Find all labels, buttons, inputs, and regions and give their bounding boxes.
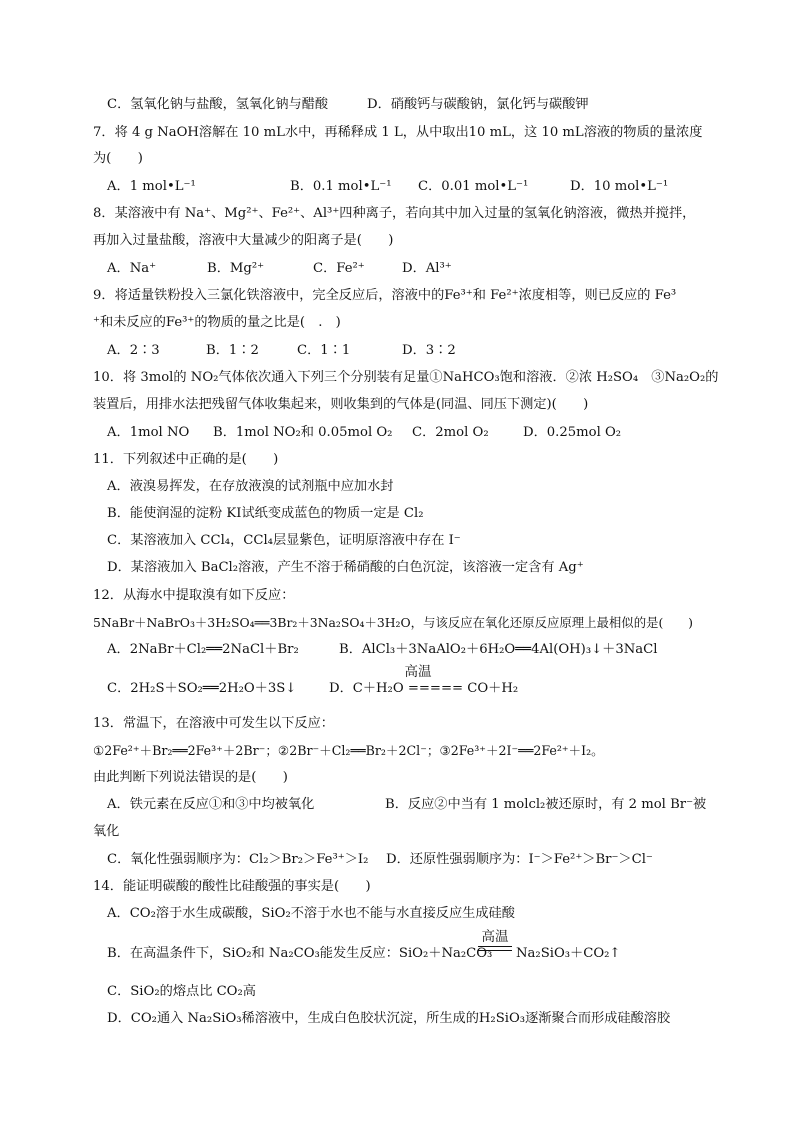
q10-option-c: C．2mol O₂ [412, 425, 489, 440]
q14-option-a: A．CO₂溶于水生成碳酸，SiO₂不溶于水也不能与水直接反应生成硅酸 [107, 906, 515, 921]
q10-option-b: B．1mol NO₂和 0.05mol O₂ [213, 425, 393, 440]
q7-option-a: A．1 mol•L⁻¹ [107, 179, 196, 194]
q11-option-d: D．某溶液加入 BaCl₂溶液，产生不溶于稀硝酸的白色沉淀，该溶液一定含有 Ag⁺ [107, 560, 584, 575]
q13-stem: 13．常温下，在溶液中可发生以下反应： [93, 716, 334, 731]
q9-option-c: C．1∶1 [297, 343, 351, 358]
q6-option-c: C．氢氧化钠与盐酸，氢氧化钠与醋酸 [107, 97, 329, 112]
q8-stem: 8．某溶液中有 Na⁺、Mg²⁺、Fe²⁺、Al³⁺四种离子，若向其中加入过量的氢氧化钠溶液，微热并搅拌， [93, 206, 696, 221]
q14-heat-condition [478, 929, 512, 951]
q8-option-d: D．Al³⁺ [402, 261, 452, 276]
q7-stem: 7．将 4 g NaOH溶解在 10 mL水中，再稀释成 1 L，从中取出10 mL，这 10 mL溶液的物质的量浓度 [93, 125, 703, 140]
q9-option-d: D．3∶2 [402, 343, 456, 358]
q14-stem: 14．能证明碳酸的酸性比硅酸强的事实是( ) [93, 879, 371, 894]
heat-label: 高温 [404, 664, 432, 680]
q12-stem: 12．从海水中提取溴有如下反应： [93, 588, 295, 603]
q12-equation: 5NaBr＋NaBrO₃＋3H₂SO₄══3Br₂＋3Na₂SO₄＋3H₂O，与该反应在氧化还原反应原理上最相似的是( ) [93, 615, 693, 630]
q11-stem: 11．下列叙述中正确的是( ) [93, 452, 279, 467]
q8-option-b: B．Mg²⁺ [207, 261, 265, 276]
q14-option-b: B．在高温条件下，SiO₂和 Na₂CO₃能发生反应：SiO₂＋Na₂CO₃ [107, 946, 493, 961]
q7-option-c: C．0.01 mol•L⁻¹ [418, 179, 529, 194]
q13-option-c: C．氧化性强弱顺序为：Cl₂＞Br₂＞Fe³⁺＞I₂ [107, 852, 369, 867]
q10-stem-cont: 装置后，用排水法把残留气体收集起来，则收集到的气体是(同温、同压下测定)( ) [93, 397, 589, 412]
q8-stem-cont: 再加入过量盐酸，溶液中大量减少的阳离子是( ) [93, 233, 394, 248]
q10-stem: 10．将 3mol的 NO₂气体依次通入下列三个分别装有足量①NaHCO₃饱和溶液．②浓 H₂SO₄ ③Na₂O₂的 [93, 370, 719, 385]
q13-equations: ①2Fe²⁺＋Br₂══2Fe³⁺＋2Br⁻；②2Br⁻＋Cl₂══Br₂＋2Cl⁻；③2Fe³⁺＋2I⁻══2Fe²⁺＋I₂。 [93, 743, 604, 758]
q7-stem-cont: 为( ) [93, 151, 143, 166]
q9-option-a: A．2∶3 [107, 343, 160, 358]
q12-option-b: B．AlCl₃＋3NaAlO₂＋6H₂O══4Al(OH)₃↓＋3NaCl [339, 642, 658, 657]
q12-heat-condition [398, 664, 438, 680]
q6-option-d: D．硝酸钙与碳酸钠，氯化钙与碳酸钾 [367, 97, 589, 112]
q13-option-b-cont: 氧化 [93, 824, 120, 839]
q8-option-c: C．Fe²⁺ [313, 261, 365, 276]
q8-option-a: A．Na⁺ [107, 261, 157, 276]
q13-question: 由此判断下列说法错误的是( ) [93, 770, 288, 785]
q12-option-d: D．C＋H₂O ===== CO＋H₂ [329, 681, 519, 696]
q7-option-b: B．0.1 mol•L⁻¹ [290, 179, 392, 194]
q12-option-c: C．2H₂S＋SO₂══2H₂O＋3S↓ [107, 681, 297, 696]
q10-option-d: D．0.25mol O₂ [523, 425, 622, 440]
q13-option-a: A．铁元素在反应①和③中均被氧化 [107, 797, 315, 812]
q9-stem: 9．将适量铁粉投入三氯化铁溶液中，完全反应后，溶液中的Fe³⁺和 Fe²⁺浓度相等，则已反应的 Fe³ [93, 288, 677, 303]
q14-option-b-product: Na₂SiO₃＋CO₂↑ [516, 946, 621, 961]
q11-option-b: B．能使润湿的淀粉 KI试纸变成蓝色的物质一定是 Cl₂ [107, 506, 424, 521]
q13-option-b: B．反应②中当有 1 molcl₂被还原时，有 2 mol Br⁻被 [385, 797, 707, 812]
q12-option-a: A．2NaBr＋Cl₂══2NaCl＋Br₂ [107, 642, 299, 657]
q9-stem-cont: ⁺和未反应的Fe³⁺的物质的量之比是( . ) [93, 315, 341, 330]
heat-label: 高温 [481, 929, 509, 945]
q14-option-d: D．CO₂通入 Na₂SiO₃稀溶液中，生成白色胶状沉淀，所生成的H₂SiO₃逐渐聚合而形成硅酸溶胶 [107, 1011, 671, 1026]
q9-option-b: B．1∶2 [206, 343, 259, 358]
double-line-arrow [478, 946, 512, 951]
q11-option-a: A．液溴易挥发，在存放液溴的试剂瓶中应加水封 [107, 479, 394, 494]
q7-option-d: D．10 mol•L⁻¹ [570, 179, 669, 194]
q10-option-a: A．1mol NO [107, 425, 190, 440]
q14-option-c: C．SiO₂的熔点比 CO₂高 [107, 984, 256, 999]
q11-option-c: C．某溶液加入 CCl₄，CCl₄层显紫色，证明原溶液中存在 I⁻ [107, 533, 461, 548]
q13-option-d: D．还原性强弱顺序为：I⁻＞Fe²⁺＞Br⁻＞Cl⁻ [386, 852, 653, 867]
